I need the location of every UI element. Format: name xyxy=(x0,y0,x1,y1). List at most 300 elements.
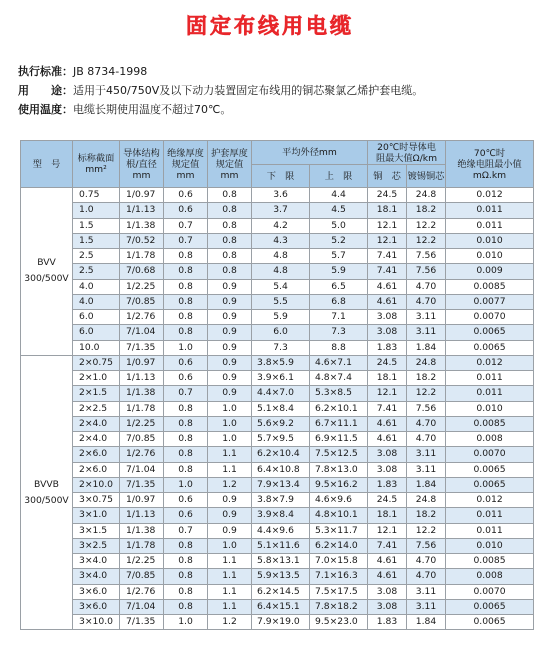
header-insulation-resistance xyxy=(446,141,534,188)
cell-od-low: 5.5 xyxy=(252,294,310,309)
cell-ins-resistance: 0.011 xyxy=(446,523,534,538)
cell-res-tinned: 3.11 xyxy=(407,447,446,462)
cell-insulation: 1.0 xyxy=(164,477,208,492)
cell-ins-resistance: 0.0070 xyxy=(446,584,534,599)
cell-ins-resistance: 0.0085 xyxy=(446,279,534,294)
standard-label: 执行标准： xyxy=(18,65,73,78)
cell-od-low: 4.4×9.6 xyxy=(252,523,310,538)
usage-line xyxy=(18,83,423,99)
header-insulation xyxy=(164,141,208,188)
cell-ins-resistance: 0.0065 xyxy=(446,599,534,614)
temperature-label: 使用温度： xyxy=(18,103,73,116)
cell-od-high: 7.5×12.5 xyxy=(310,447,368,462)
model-cell xyxy=(21,188,73,356)
cell-insulation: 0.8 xyxy=(164,249,208,264)
cell-ins-resistance: 0.011 xyxy=(446,218,534,233)
cell-insulation: 0.6 xyxy=(164,203,208,218)
cell-structure: 1/1.13 xyxy=(120,508,164,523)
cell-area: 4.0 xyxy=(73,294,120,309)
cell-res-copper: 4.61 xyxy=(368,294,407,309)
cell-sheath: 0.8 xyxy=(208,233,252,248)
cell-structure: 1/1.13 xyxy=(120,203,164,218)
table-row xyxy=(21,233,534,248)
cell-od-high: 4.5 xyxy=(310,203,368,218)
header-structure-line2: 根/直径 xyxy=(126,158,157,170)
cell-insulation: 0.8 xyxy=(164,325,208,340)
table-row xyxy=(21,432,534,447)
cell-ins-resistance: 0.011 xyxy=(446,203,534,218)
cell-sheath: 0.8 xyxy=(208,218,252,233)
cell-od-high: 5.3×11.7 xyxy=(310,523,368,538)
cell-sheath: 0.8 xyxy=(208,188,252,203)
cell-area: 2×6.0 xyxy=(73,462,120,477)
cell-insulation: 0.8 xyxy=(164,264,208,279)
cell-res-copper: 24.5 xyxy=(368,493,407,508)
header-od-high: 上 限 xyxy=(310,165,368,188)
cell-od-low: 4.8 xyxy=(252,249,310,264)
cell-od-low: 3.9×6.1 xyxy=(252,371,310,386)
cell-ins-resistance: 0.008 xyxy=(446,569,534,584)
cell-res-copper: 1.83 xyxy=(368,615,407,630)
cell-res-copper: 4.61 xyxy=(368,554,407,569)
table-row xyxy=(21,264,534,279)
table-row xyxy=(21,416,534,431)
cell-area: 2.5 xyxy=(73,249,120,264)
cell-ins-resistance: 0.0065 xyxy=(446,477,534,492)
cell-sheath: 0.9 xyxy=(208,294,252,309)
cell-od-low: 3.7 xyxy=(252,203,310,218)
cell-structure: 1/2.25 xyxy=(120,554,164,569)
cell-area: 2×0.75 xyxy=(73,355,120,370)
cell-res-copper: 3.08 xyxy=(368,310,407,325)
table-row xyxy=(21,386,534,401)
cell-structure: 1/1.78 xyxy=(120,249,164,264)
model-name: BVV xyxy=(37,257,56,269)
cell-ins-resistance: 0.008 xyxy=(446,432,534,447)
cell-od-low: 6.4×10.8 xyxy=(252,462,310,477)
cell-area: 2.5 xyxy=(73,264,120,279)
table-row xyxy=(21,340,534,355)
cell-od-high: 4.6×9.6 xyxy=(310,493,368,508)
header-res-copper: 铜 芯 xyxy=(368,165,407,188)
cell-od-high: 4.8×10.1 xyxy=(310,508,368,523)
cell-res-tinned: 7.56 xyxy=(407,264,446,279)
cell-sheath: 1.1 xyxy=(208,447,252,462)
cell-od-low: 3.8×5.9 xyxy=(252,355,310,370)
cell-res-copper: 12.1 xyxy=(368,386,407,401)
cell-od-high: 7.5×17.5 xyxy=(310,584,368,599)
cell-od-high: 6.2×14.0 xyxy=(310,538,368,553)
model-name: BVVB xyxy=(34,478,59,490)
header-structure xyxy=(120,141,164,188)
cell-structure: 1/0.97 xyxy=(120,355,164,370)
cell-res-tinned: 18.2 xyxy=(407,371,446,386)
cell-structure: 1/2.76 xyxy=(120,447,164,462)
table-row xyxy=(21,355,534,370)
cell-od-high: 6.9×11.5 xyxy=(310,432,368,447)
cell-insulation: 0.8 xyxy=(164,294,208,309)
cell-res-copper: 4.61 xyxy=(368,432,407,447)
model-cell xyxy=(21,355,73,630)
cell-sheath: 1.0 xyxy=(208,416,252,431)
cell-od-low: 4.2 xyxy=(252,218,310,233)
cell-ins-resistance: 0.0077 xyxy=(446,294,534,309)
cell-sheath: 0.8 xyxy=(208,264,252,279)
cell-structure: 1/2.76 xyxy=(120,584,164,599)
cell-res-copper: 18.1 xyxy=(368,371,407,386)
header-res-tinned: 镀锡铜芯 xyxy=(407,165,446,188)
cell-od-high: 5.9 xyxy=(310,264,368,279)
temperature-value: 电缆长期使用温度不超过70℃。 xyxy=(73,103,232,116)
table-row xyxy=(21,203,534,218)
cell-od-low: 5.6×9.2 xyxy=(252,416,310,431)
cell-area: 2×10.0 xyxy=(73,477,120,492)
header-insulation-line3: mm xyxy=(176,169,195,181)
cell-res-copper: 12.1 xyxy=(368,523,407,538)
cell-od-high: 6.7×11.1 xyxy=(310,416,368,431)
cell-od-low: 5.7×9.5 xyxy=(252,432,310,447)
table-row xyxy=(21,584,534,599)
table-row xyxy=(21,294,534,309)
cell-od-low: 5.1×8.4 xyxy=(252,401,310,416)
cell-res-tinned: 18.2 xyxy=(407,508,446,523)
cell-ins-resistance: 0.010 xyxy=(446,401,534,416)
cell-sheath: 0.9 xyxy=(208,371,252,386)
cell-ins-resistance: 0.010 xyxy=(446,538,534,553)
cell-od-low: 5.1×11.6 xyxy=(252,538,310,553)
cell-od-low: 4.4×7.0 xyxy=(252,386,310,401)
cell-od-low: 6.2×14.5 xyxy=(252,584,310,599)
table-row xyxy=(21,401,534,416)
cell-od-high: 9.5×16.2 xyxy=(310,477,368,492)
usage-label: 用 途： xyxy=(18,84,73,97)
cell-sheath: 1.0 xyxy=(208,538,252,553)
cell-od-high: 5.0 xyxy=(310,218,368,233)
cell-insulation: 0.8 xyxy=(164,432,208,447)
cell-sheath: 0.9 xyxy=(208,279,252,294)
cell-res-tinned: 3.11 xyxy=(407,325,446,340)
table-row xyxy=(21,538,534,553)
cell-res-tinned: 1.84 xyxy=(407,340,446,355)
model-voltage: 300/500V xyxy=(24,494,69,506)
cell-structure: 7/1.35 xyxy=(120,615,164,630)
cell-insulation: 0.8 xyxy=(164,401,208,416)
cell-structure: 7/1.35 xyxy=(120,340,164,355)
cell-structure: 1/1.78 xyxy=(120,538,164,553)
header-resistance-line1: 20℃时导体电 xyxy=(377,141,436,153)
cell-structure: 1/2.25 xyxy=(120,279,164,294)
cell-area: 3×0.75 xyxy=(73,493,120,508)
cell-od-low: 3.9×8.4 xyxy=(252,508,310,523)
cell-res-tinned: 4.70 xyxy=(407,294,446,309)
cell-ins-resistance: 0.009 xyxy=(446,264,534,279)
cell-od-low: 5.9×13.5 xyxy=(252,569,310,584)
table-row xyxy=(21,218,534,233)
cell-od-low: 6.4×15.1 xyxy=(252,599,310,614)
cell-res-copper: 7.41 xyxy=(368,249,407,264)
usage-value: 适用于450/750V及以下动力装置固定布线用的铜芯聚氯乙烯护套电缆。 xyxy=(73,84,424,97)
cell-area: 3×1.5 xyxy=(73,523,120,538)
table-row xyxy=(21,477,534,492)
cell-area: 2×2.5 xyxy=(73,401,120,416)
cell-res-copper: 1.83 xyxy=(368,340,407,355)
cell-structure: 1/0.97 xyxy=(120,188,164,203)
cell-sheath: 0.8 xyxy=(208,203,252,218)
cell-res-copper: 4.61 xyxy=(368,279,407,294)
cell-sheath: 0.9 xyxy=(208,386,252,401)
cell-sheath: 1.1 xyxy=(208,599,252,614)
cell-sheath: 1.1 xyxy=(208,569,252,584)
cell-od-high: 4.4 xyxy=(310,188,368,203)
cell-ins-resistance: 0.0065 xyxy=(446,615,534,630)
header-resistance-line2: 阻最大值Ω/km xyxy=(375,152,438,164)
cell-od-low: 5.4 xyxy=(252,279,310,294)
cell-area: 3×10.0 xyxy=(73,615,120,630)
table-row xyxy=(21,493,534,508)
cell-area: 3×1.0 xyxy=(73,508,120,523)
cell-ins-resistance: 0.0065 xyxy=(446,462,534,477)
cell-res-copper: 7.41 xyxy=(368,401,407,416)
cell-insulation: 0.8 xyxy=(164,462,208,477)
cell-od-high: 7.3 xyxy=(310,325,368,340)
table-row xyxy=(21,279,534,294)
cell-res-copper: 1.83 xyxy=(368,477,407,492)
cell-od-low: 3.8×7.9 xyxy=(252,493,310,508)
cell-structure: 7/1.35 xyxy=(120,477,164,492)
cell-structure: 1/1.38 xyxy=(120,523,164,538)
header-ir-line3: mΩ.km xyxy=(472,169,507,181)
header-od-low: 下 限 xyxy=(252,165,310,188)
cell-res-tinned: 3.11 xyxy=(407,310,446,325)
cell-res-tinned: 4.70 xyxy=(407,416,446,431)
cell-res-copper: 24.5 xyxy=(368,188,407,203)
header-structure-line3: mm xyxy=(132,169,151,181)
cell-area: 1.0 xyxy=(73,203,120,218)
cell-od-high: 6.5 xyxy=(310,279,368,294)
cell-od-high: 6.8 xyxy=(310,294,368,309)
cell-area: 3×6.0 xyxy=(73,599,120,614)
cell-insulation: 0.6 xyxy=(164,493,208,508)
cell-insulation: 0.6 xyxy=(164,355,208,370)
cell-structure: 1/1.13 xyxy=(120,371,164,386)
cell-structure: 1/1.38 xyxy=(120,218,164,233)
cell-sheath: 0.9 xyxy=(208,340,252,355)
cell-insulation: 0.8 xyxy=(164,554,208,569)
cell-od-low: 6.2×10.4 xyxy=(252,447,310,462)
cell-res-copper: 24.5 xyxy=(368,355,407,370)
cell-od-high: 8.8 xyxy=(310,340,368,355)
cell-ins-resistance: 0.0065 xyxy=(446,325,534,340)
cell-structure: 7/0.85 xyxy=(120,569,164,584)
table-row xyxy=(21,523,534,538)
cell-od-high: 5.2 xyxy=(310,233,368,248)
header-sheath xyxy=(208,141,252,188)
cell-od-low: 7.9×19.0 xyxy=(252,615,310,630)
cell-sheath: 0.9 xyxy=(208,508,252,523)
cell-area: 3×2.5 xyxy=(73,538,120,553)
cell-sheath: 0.9 xyxy=(208,325,252,340)
cell-ins-resistance: 0.012 xyxy=(446,355,534,370)
cell-sheath: 0.9 xyxy=(208,355,252,370)
table-row xyxy=(21,447,534,462)
standard-line xyxy=(18,64,147,80)
table-row xyxy=(21,310,534,325)
cell-ins-resistance: 0.0065 xyxy=(446,340,534,355)
cell-structure: 7/1.04 xyxy=(120,325,164,340)
table-row xyxy=(21,554,534,569)
cell-structure: 1/1.78 xyxy=(120,401,164,416)
cell-od-high: 4.6×7.1 xyxy=(310,355,368,370)
cell-sheath: 0.9 xyxy=(208,493,252,508)
cell-ins-resistance: 0.010 xyxy=(446,233,534,248)
cell-od-low: 6.0 xyxy=(252,325,310,340)
cell-res-tinned: 4.70 xyxy=(407,279,446,294)
temperature-line xyxy=(18,102,231,118)
cell-area: 2×1.5 xyxy=(73,386,120,401)
cell-insulation: 0.8 xyxy=(164,310,208,325)
cell-res-tinned: 3.11 xyxy=(407,462,446,477)
cell-ins-resistance: 0.011 xyxy=(446,371,534,386)
cell-od-high: 9.5×23.0 xyxy=(310,615,368,630)
cell-res-tinned: 24.8 xyxy=(407,355,446,370)
table-row xyxy=(21,188,534,203)
cell-res-tinned: 12.2 xyxy=(407,218,446,233)
page-title: 固定布线用电缆 xyxy=(186,14,354,38)
header-ir-line1: 70℃时 xyxy=(473,147,506,159)
cell-od-high: 7.0×15.8 xyxy=(310,554,368,569)
table-body xyxy=(21,188,534,630)
cell-od-low: 5.8×13.1 xyxy=(252,554,310,569)
cell-area: 10.0 xyxy=(73,340,120,355)
cell-od-low: 5.9 xyxy=(252,310,310,325)
cell-sheath: 1.1 xyxy=(208,462,252,477)
cell-res-tinned: 12.2 xyxy=(407,233,446,248)
cell-structure: 1/2.25 xyxy=(120,416,164,431)
cell-insulation: 0.6 xyxy=(164,188,208,203)
cell-ins-resistance: 0.0070 xyxy=(446,447,534,462)
cell-sheath: 1.0 xyxy=(208,401,252,416)
cell-structure: 1/1.38 xyxy=(120,386,164,401)
cell-od-high: 5.7 xyxy=(310,249,368,264)
cell-od-high: 7.1×16.3 xyxy=(310,569,368,584)
cell-area: 3×4.0 xyxy=(73,569,120,584)
cell-res-copper: 18.1 xyxy=(368,508,407,523)
table-row xyxy=(21,371,534,386)
standard-value: JB 8734-1998 xyxy=(73,65,148,78)
cell-structure: 7/0.68 xyxy=(120,264,164,279)
cell-od-high: 7.1 xyxy=(310,310,368,325)
cell-structure: 1/2.76 xyxy=(120,310,164,325)
cell-area: 6.0 xyxy=(73,325,120,340)
cell-res-tinned: 24.8 xyxy=(407,188,446,203)
cell-ins-resistance: 0.012 xyxy=(446,188,534,203)
cell-od-high: 5.3×8.5 xyxy=(310,386,368,401)
cell-res-tinned: 24.8 xyxy=(407,493,446,508)
cell-structure: 7/0.85 xyxy=(120,294,164,309)
cell-ins-resistance: 0.010 xyxy=(446,249,534,264)
cell-res-tinned: 4.70 xyxy=(407,569,446,584)
cell-insulation: 0.8 xyxy=(164,584,208,599)
cell-ins-resistance: 0.0085 xyxy=(446,416,534,431)
header-model: 型 号 xyxy=(21,141,73,188)
header-area-line2: mm² xyxy=(85,164,107,175)
cell-res-copper: 3.08 xyxy=(368,462,407,477)
cell-insulation: 1.0 xyxy=(164,615,208,630)
cell-od-low: 4.3 xyxy=(252,233,310,248)
cell-sheath: 1.1 xyxy=(208,554,252,569)
cell-structure: 1/0.97 xyxy=(120,493,164,508)
cell-res-tinned: 7.56 xyxy=(407,401,446,416)
cell-res-tinned: 4.70 xyxy=(407,432,446,447)
cell-insulation: 0.8 xyxy=(164,416,208,431)
cell-res-copper: 3.08 xyxy=(368,447,407,462)
cell-res-copper: 3.08 xyxy=(368,584,407,599)
cell-res-copper: 18.1 xyxy=(368,203,407,218)
cell-insulation: 1.0 xyxy=(164,340,208,355)
cell-area: 2×4.0 xyxy=(73,432,120,447)
cell-sheath: 1.2 xyxy=(208,477,252,492)
header-area xyxy=(73,141,120,188)
header-resistance xyxy=(368,141,446,165)
header-sheath-line2: 规定值 xyxy=(215,158,244,170)
cell-sheath: 0.8 xyxy=(208,249,252,264)
cell-structure: 7/1.04 xyxy=(120,599,164,614)
cell-sheath: 1.0 xyxy=(208,432,252,447)
header-outer-diameter: 平均外径mm xyxy=(252,141,368,165)
cell-od-low: 7.3 xyxy=(252,340,310,355)
cell-res-copper: 3.08 xyxy=(368,325,407,340)
cell-od-low: 3.6 xyxy=(252,188,310,203)
table-row xyxy=(21,569,534,584)
cell-area: 3×6.0 xyxy=(73,584,120,599)
cell-od-low: 7.9×13.4 xyxy=(252,477,310,492)
cell-insulation: 0.8 xyxy=(164,599,208,614)
cell-od-high: 4.8×7.4 xyxy=(310,371,368,386)
cell-ins-resistance: 0.0085 xyxy=(446,554,534,569)
cell-od-high: 7.8×13.0 xyxy=(310,462,368,477)
cell-ins-resistance: 0.012 xyxy=(446,493,534,508)
cell-od-high: 7.8×18.2 xyxy=(310,599,368,614)
header-sheath-line3: mm xyxy=(220,169,239,181)
cell-res-copper: 7.41 xyxy=(368,264,407,279)
cell-res-tinned: 1.84 xyxy=(407,477,446,492)
cell-area: 2×1.0 xyxy=(73,371,120,386)
header-structure-line1: 导体结构 xyxy=(123,147,160,159)
cell-res-tinned: 18.2 xyxy=(407,203,446,218)
cell-insulation: 0.7 xyxy=(164,218,208,233)
cell-structure: 7/0.85 xyxy=(120,432,164,447)
table-row xyxy=(21,462,534,477)
cell-od-low: 4.8 xyxy=(252,264,310,279)
cell-insulation: 0.6 xyxy=(164,508,208,523)
cell-area: 3×4.0 xyxy=(73,554,120,569)
cell-insulation: 0.8 xyxy=(164,569,208,584)
cell-res-tinned: 1.84 xyxy=(407,615,446,630)
cell-ins-resistance: 0.0070 xyxy=(446,310,534,325)
cell-res-tinned: 4.70 xyxy=(407,554,446,569)
cell-res-tinned: 3.11 xyxy=(407,599,446,614)
cell-insulation: 0.7 xyxy=(164,233,208,248)
cell-insulation: 0.7 xyxy=(164,523,208,538)
cell-res-copper: 7.41 xyxy=(368,538,407,553)
cell-area: 2×4.0 xyxy=(73,416,120,431)
table-row xyxy=(21,325,534,340)
cell-sheath: 0.9 xyxy=(208,523,252,538)
table-row xyxy=(21,508,534,523)
cell-area: 1.5 xyxy=(73,218,120,233)
cell-sheath: 0.9 xyxy=(208,310,252,325)
cell-area: 2×6.0 xyxy=(73,447,120,462)
